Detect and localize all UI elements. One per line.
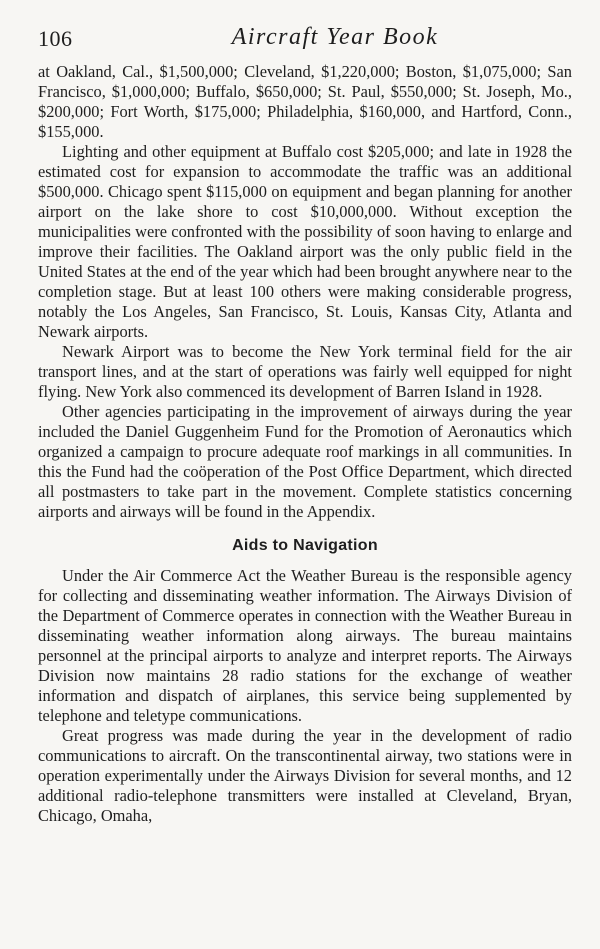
- body-text: [38, 62, 572, 826]
- paragraph-radio-communications: Great progress was made during the year in the development of radio communications to aircraft. On the transcontinental airway, two stations were in operation experimentally under the Airways Division for several months, and 12 additional radio-telephone transmitters were installed at Cleveland, Bryan, Chicago, Omaha,: [38, 726, 572, 825]
- running-title: Aircraft Year Book: [231, 24, 439, 50]
- section-heading: Aids to Navigation: [232, 537, 378, 554]
- paragraph-newark-airport: Newark Airport was to become the New York terminal field for the air transport lines, and at the start of operations was fairly well equipped for night flying. New York also commenced its development of Barren Island in 1928.: [38, 342, 572, 401]
- paragraph-airport-costs: at Oakland, Cal., $1,500,000; Cleveland, $1,220,000; Boston, $1,075,000; San Francisco, $1,000,000; Buffalo, $650,000; St. Paul, $550,000; St. Joseph, Mo., $200,000; Fort Worth, $175,000; Philadelphia, $160,000, and Hartford, Conn., $155,000.: [38, 62, 572, 141]
- paragraph-other-agencies: Other agencies participating in the improvement of airways during the year included the Daniel Guggenheim Fund for the Promotion of Aeronautics which organized a campaign to procure adequate roof markings in all communities. In this the Fund had the coöperation of the Post Office Department, which directed all postmasters to take part in the movement. Complete statistics concerning airports and airways will be found in the Appendix.: [38, 402, 572, 521]
- page-header: [38, 22, 572, 62]
- paragraph-lighting-equipment: Lighting and other equipment at Buffalo cost $205,000; and late in 1928 the estimated cost for expansion to accommodate the traffic was an additional $500,000. Chicago spent $115,000 on equipment and began planning for another airport on the lake shore to cost $10,000,000. Without exception the municipalities were confronted with the possibility of soon having to enlarge and improve their facilities. The Oakland airport was the only public field in the United States at the end of the year which had been brought anywhere near to the completion stage. But at least 100 others were making considerable progress, notably the Los Angeles, San Francisco, St. Louis, Kansas City, Atlanta and Newark airports.: [38, 142, 572, 341]
- page-number: 106: [38, 26, 73, 51]
- paragraph-weather-bureau: Under the Air Commerce Act the Weather Bureau is the responsible agency for collecting and disseminating weather information. The Airways Division of the Department of Commerce operates in connection with the Weather Bureau in disseminating weather information along airways. The bureau maintains personnel at the principal airports to analyze and interpret reports. The Airways Division now maintains 28 radio stations for the exchange of weather information and dispatch of airplanes, this service being supplemented by telephone and teletype communications.: [38, 566, 572, 725]
